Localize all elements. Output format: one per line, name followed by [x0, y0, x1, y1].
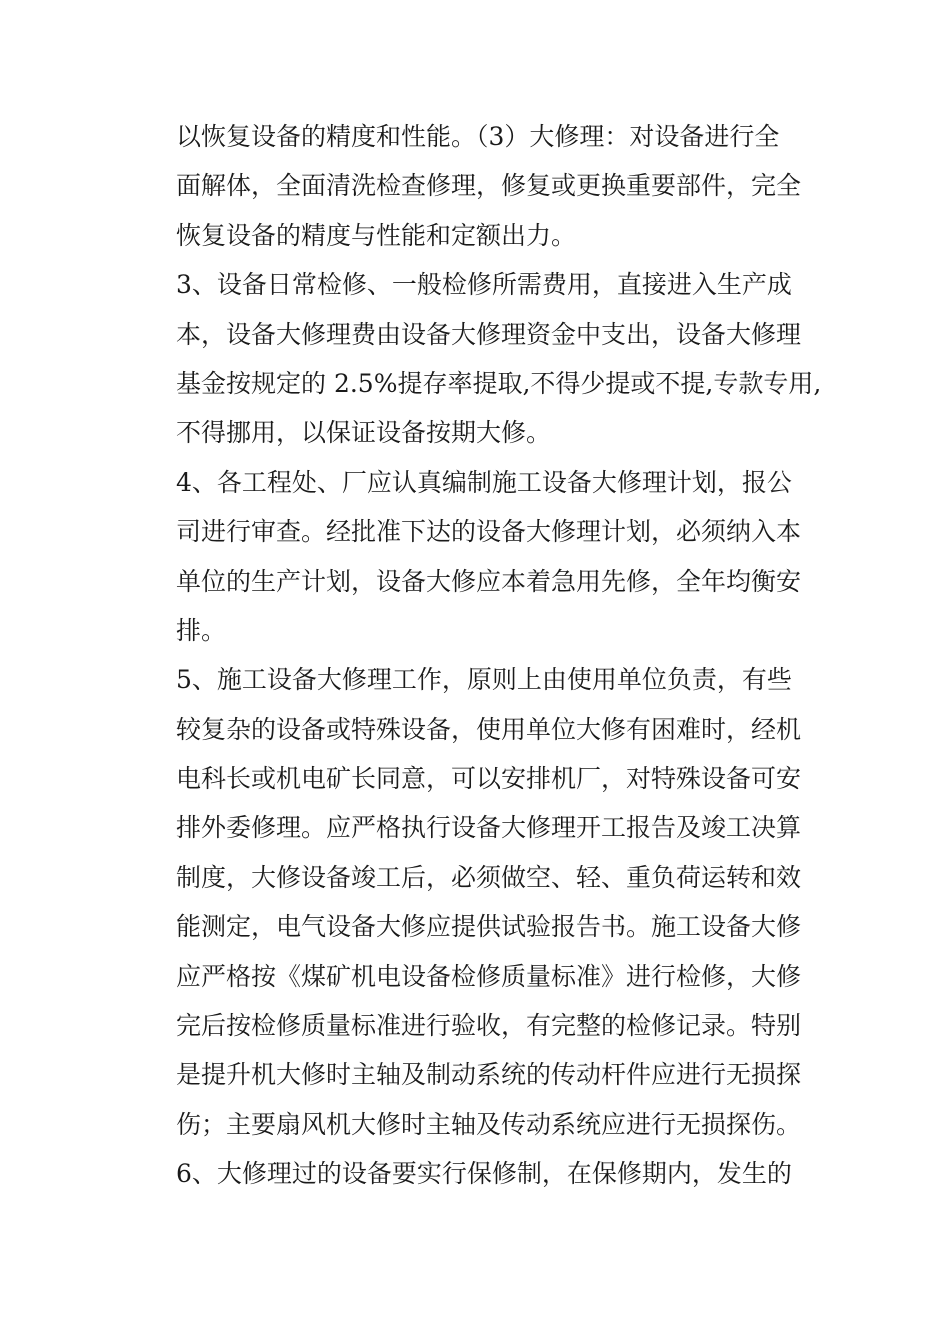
text-line: 司进行审查。经批准下达的设备大修理计划，必须纳入本 — [176, 517, 802, 547]
text-line: 排。 — [176, 615, 227, 645]
text-line: 排外委修理。应严格执行设备大修理开工报告及竣工决算 — [176, 813, 802, 843]
text-line: 应严格按《煤矿机电设备检修质量标准》进行检修，大修 — [176, 961, 802, 991]
text-line: 以恢复设备的精度和性能。（3）大修理：对设备进行全 — [176, 122, 780, 151]
text-line: 5、施工设备大修理工作，原则上由使用单位负责，有些 — [176, 665, 792, 695]
text-line: 伤；主要扇风机大修时主轴及传动系统应进行无损探伤。 — [176, 1109, 802, 1139]
text-line: 制度，大修设备竣工后，必须做空、轻、重负荷运转和效 — [176, 862, 802, 892]
text-line: 面解体，全面清洗检查修理，修复或更换重要部件，完全 — [176, 171, 802, 201]
text-line: 电科长或机电矿长同意，可以安排机厂，对特殊设备可安 — [176, 764, 802, 794]
text-line: 3、设备日常检修、一般检修所需费用，直接进入生产成 — [176, 270, 792, 300]
text-line: 完后按检修质量标准进行验收，有完整的检修记录。特别 — [176, 1011, 802, 1041]
text-line: 单位的生产计划，设备大修应本着急用先修，全年均衡安 — [176, 566, 802, 596]
text-line: 能测定，电气设备大修应提供试验报告书。施工设备大修 — [176, 912, 802, 942]
text-line: 4、各工程处、厂应认真编制施工设备大修理计划，报公 — [176, 467, 792, 497]
text-line: 是提升机大修时主轴及制动系统的传动杆件应进行无损探 — [176, 1060, 802, 1090]
text-line: 本，设备大修理费由设备大修理资金中支出，设备大修理 — [176, 319, 802, 349]
text-line: 6、大修理过的设备要实行保修制，在保修期内，发生的 — [176, 1159, 792, 1189]
text-line: 较复杂的设备或特殊设备，使用单位大修有困难时，经机 — [176, 714, 802, 744]
text-line: 不得挪用，以保证设备按期大修。 — [176, 418, 552, 448]
document-body — [176, 112, 836, 1199]
text-line: 恢复设备的精度与性能和定额出力。 — [176, 220, 577, 250]
text-line: 基金按规定的 2.5%提存率提取,不得少提或不提,专款专用, — [176, 368, 822, 398]
